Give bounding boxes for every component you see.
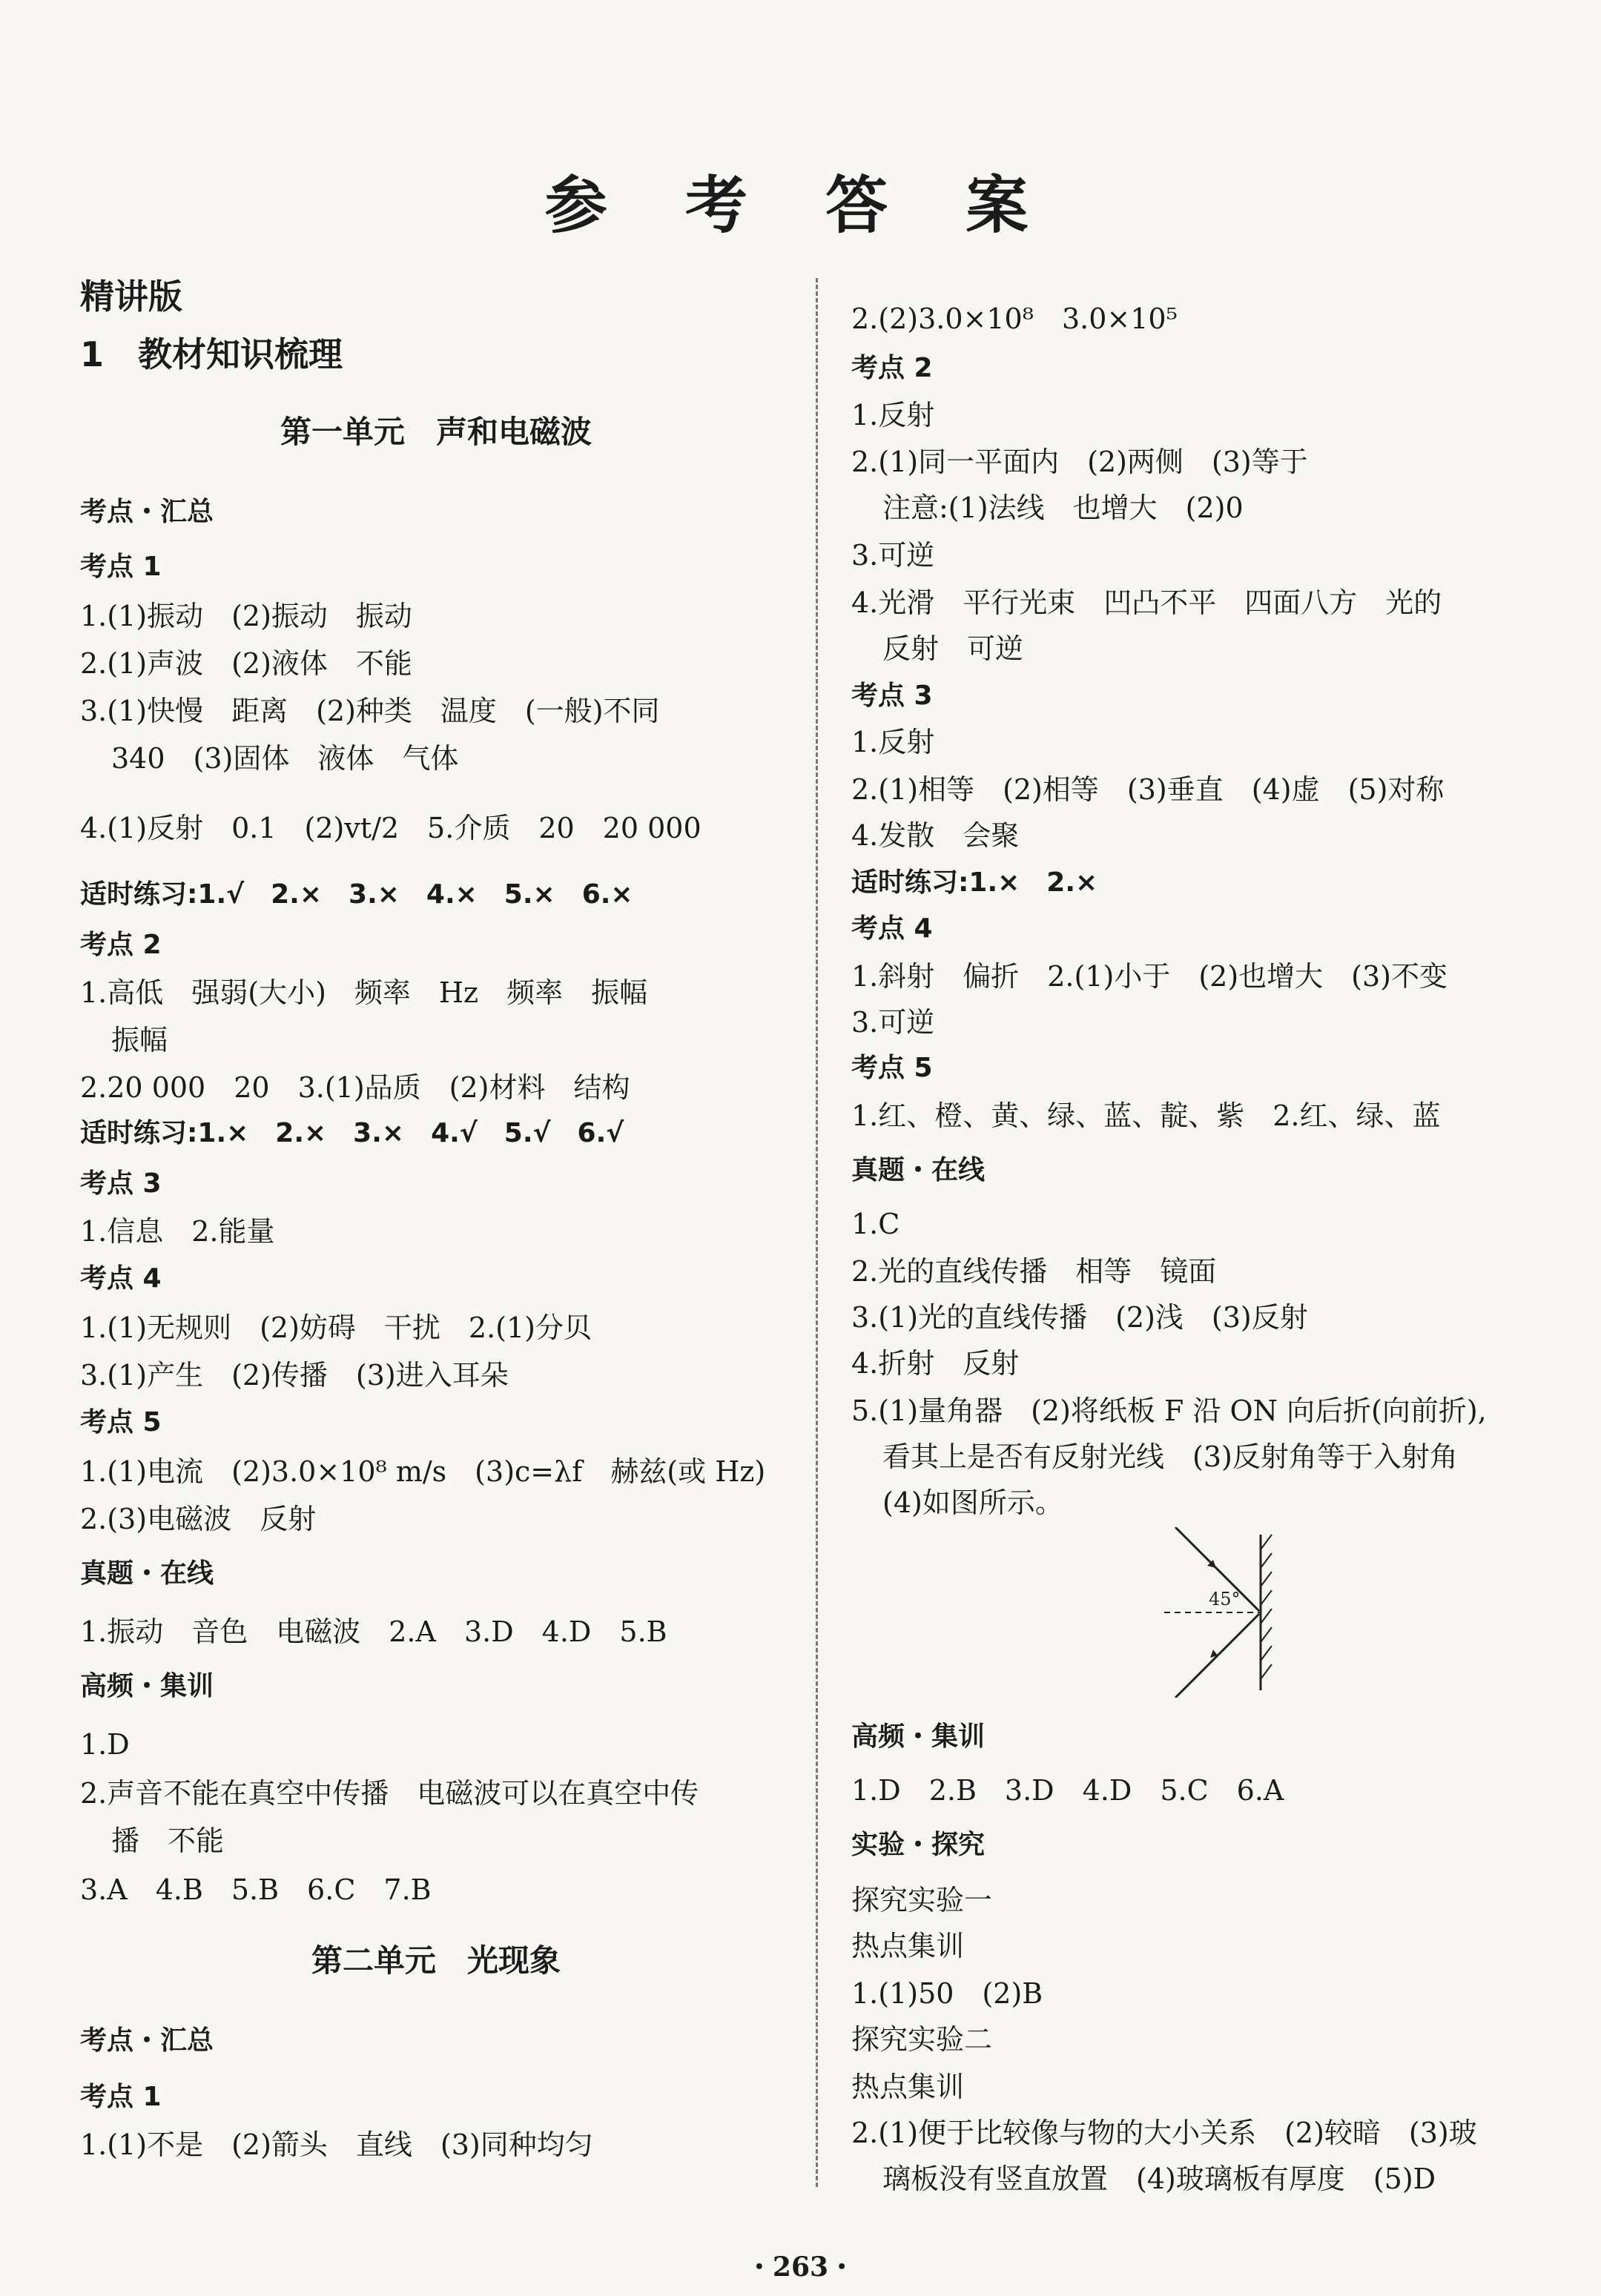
experiment-subhead: 热点集训: [851, 1930, 965, 1962]
reflected-ray: [1175, 1614, 1259, 1698]
answer-line: 注意:(1)法线 也增大 (2)0: [882, 492, 1244, 524]
answer-line: 3.(1)产生 (2)传播 (3)进入耳朵: [80, 1359, 509, 1392]
kaodian-heading: 考点 1: [80, 2082, 162, 2112]
answer-line: (4)如图所示。: [882, 1486, 1063, 1519]
answer-line: 1.信息 2.能量: [80, 1215, 275, 1248]
angle-label: 45°: [1209, 1589, 1241, 1609]
answer-line: 1.(1)50 (2)B: [851, 1977, 1043, 2010]
answer-line: 3.可逆: [851, 539, 935, 572]
answer-line: 1.(1)无规则 (2)妨碍 干扰 2.(1)分贝: [80, 1311, 592, 1344]
answer-line: 2.(2)3.0×10⁸ 3.0×10⁵: [851, 302, 1178, 335]
part-heading: 1 教材知识梳理: [80, 334, 343, 374]
answer-line: 2.(1)同一平面内 (2)两侧 (3)等于: [851, 446, 1308, 478]
section-heading: 高频・集训: [851, 1721, 986, 1752]
answer-line: 反射 可逆: [882, 632, 1024, 665]
exercise-line: 适时练习:1.× 2.×: [851, 867, 1098, 898]
answer-line: 1.D 2.B 3.D 4.D 5.C 6.A: [851, 1774, 1284, 1807]
answer-line: 1.(1)振动 (2)振动 振动: [80, 600, 412, 632]
unit-heading: 第二单元 光现象: [311, 1942, 561, 1979]
answer-line: 1.C: [851, 1208, 900, 1240]
kaodian-heading: 考点 4: [80, 1263, 162, 1294]
mirror-hatching: [1261, 1535, 1272, 1679]
page-number: ・263・: [745, 2252, 856, 2283]
answer-line: 340 (3)固体 液体 气体: [111, 742, 459, 775]
section-heading: 真题・在线: [80, 1558, 214, 1589]
edition-heading: 精讲版: [80, 277, 182, 317]
answer-line: 2.20 000 20 3.(1)品质 (2)材料 结构: [80, 1071, 630, 1104]
section-heading: 真题・在线: [851, 1155, 986, 1185]
kaodian-heading: 考点 2: [80, 930, 162, 960]
answer-line: 播 不能: [111, 1824, 225, 1857]
section-heading: 考点・汇总: [80, 497, 214, 527]
answer-line: 3.可逆: [851, 1006, 935, 1039]
reflection-diagram: [1164, 1527, 1290, 1698]
answer-line: 4.(1)反射 0.1 (2)vt/2 5.介质 20 20 000: [80, 812, 702, 844]
kaodian-heading: 考点 3: [80, 1168, 162, 1199]
answer-line: 2.(1)相等 (2)相等 (3)垂直 (4)虚 (5)对称: [851, 773, 1445, 806]
answer-line: 4.光滑 平行光束 凹凸不平 四面八方 光的: [851, 586, 1442, 619]
answer-line: 1.振动 音色 电磁波 2.A 3.D 4.D 5.B: [80, 1615, 667, 1648]
column-divider: [816, 278, 818, 2187]
section-heading: 实验・探究: [851, 1830, 986, 1860]
answer-line: 3.A 4.B 5.B 6.C 7.B: [80, 1873, 432, 1906]
answer-line: 3.(1)快慢 距离 (2)种类 温度 (一般)不同: [80, 695, 660, 727]
kaodian-heading: 考点 2: [851, 353, 933, 383]
section-heading: 考点・汇总: [80, 2025, 214, 2056]
page-title: 参 考 答 案: [544, 169, 1057, 242]
answer-line: 3.(1)光的直线传播 (2)浅 (3)反射: [851, 1301, 1308, 1334]
section-heading: 高频・集训: [80, 1671, 214, 1701]
answer-line: 1.反射: [851, 726, 935, 758]
answer-line: 4.折射 反射: [851, 1347, 1020, 1380]
answer-line: 4.发散 会聚: [851, 819, 1020, 852]
kaodian-heading: 考点 5: [80, 1407, 162, 1438]
exercise-line: 适时练习:1.× 2.× 3.× 4.√ 5.√ 6.√: [80, 1118, 624, 1148]
answer-line: 2.光的直线传播 相等 镜面: [851, 1255, 1217, 1288]
kaodian-heading: 考点 5: [851, 1053, 933, 1083]
experiment-label: 探究实验一: [851, 1884, 993, 1916]
experiment-subhead: 热点集训: [851, 2071, 965, 2103]
answer-line: 1.(1)电流 (2)3.0×10⁸ m/s (3)c=λf 赫兹(或 Hz): [80, 1455, 766, 1488]
experiment-label: 探究实验二: [851, 2023, 993, 2056]
answer-line: 1.斜射 偏折 2.(1)小于 (2)也增大 (3)不变: [851, 960, 1447, 993]
kaodian-heading: 考点 3: [851, 681, 933, 711]
answer-line: 5.(1)量角器 (2)将纸板 F 沿 ON 向后折(向前折),: [851, 1395, 1487, 1427]
kaodian-heading: 考点 4: [851, 913, 933, 944]
answer-line: 2.(1)声波 (2)液体 不能: [80, 647, 412, 680]
answer-line: 1.高低 强弱(大小) 频率 Hz 频率 振幅: [80, 976, 648, 1009]
answer-line: 2.(1)便于比较像与物的大小关系 (2)较暗 (3)玻: [851, 2117, 1477, 2149]
answer-line: 1.D: [80, 1728, 130, 1761]
answer-line: 看其上是否有反射光线 (3)反射角等于入射角: [882, 1440, 1458, 1473]
answer-line: 2.(3)电磁波 反射: [80, 1503, 317, 1535]
answer-line: 2.声音不能在真空中传播 电磁波可以在真空中传: [80, 1777, 699, 1810]
exercise-line: 适时练习:1.√ 2.× 3.× 4.× 5.× 6.×: [80, 879, 633, 910]
answer-line: 1.反射: [851, 399, 935, 431]
answer-line: 1.(1)不是 (2)箭头 直线 (3)同种均匀: [80, 2128, 593, 2161]
answer-line: 振幅: [111, 1024, 168, 1056]
answer-line: 璃板没有竖直放置 (4)玻璃板有厚度 (5)D: [882, 2163, 1436, 2195]
answer-line: 1.红、橙、黄、绿、蓝、靛、紫 2.红、绿、蓝: [851, 1099, 1441, 1132]
unit-heading: 第一单元 声和电磁波: [280, 414, 592, 450]
kaodian-heading: 考点 1: [80, 552, 162, 582]
